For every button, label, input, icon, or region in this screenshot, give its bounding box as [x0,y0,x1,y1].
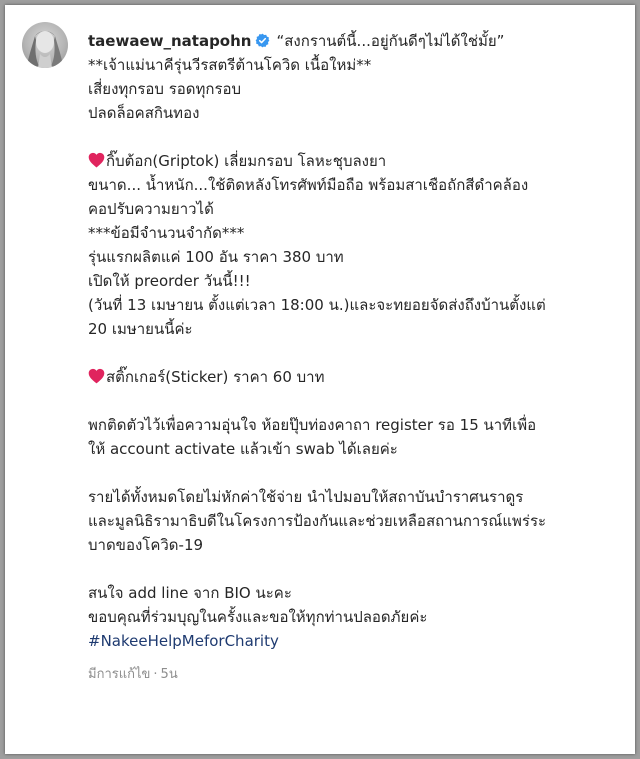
hashtag-link[interactable]: #NakeeHelpMeforCharity [88,632,279,650]
caption-line: ขอบคุณที่ร่วมบุญในครั้งและขอให้ทุกท่านปลอดภัยค่ะ [88,608,428,626]
sticker-item-text: สติ๊กเกอร์(Sticker) ราคา 60 บาท [106,368,325,386]
caption-blank-line [88,341,628,365]
caption-line-sticker [88,365,628,389]
post-caption [88,29,628,687]
caption-line: 20 เมษายนนี้ค่ะ [88,320,193,338]
caption-line: บาดของโควิด-19 [88,536,204,554]
caption-line-griptok [88,149,628,173]
caption-line: เสี่ยงทุกรอบ รอดทุกรอบ [88,80,242,98]
caption-line: คอปรับความยาวได้ [88,200,214,218]
post-timestamp[interactable]: 5น [160,667,178,682]
caption-blank-line [88,125,628,149]
caption-line: ขนาด... น้ำหนัก...ใช้ติดหลังโทรศัพท์มือถือ พร้อมสาเชือถักสีดำคล้อง [88,176,529,194]
caption-title-quote: “สงกรานต์นี้...อยู่กันดีๆไม่ได้ใช่มั้ย” [276,32,505,50]
avatar-photo [22,22,68,68]
caption-line: (วันที่ 13 เมษายน ตั้งแต่เวลา 18:00 น.)และจะทยอยจัดส่งถึงบ้านตั้งแต่ [88,296,546,314]
caption-blank-line [88,461,628,485]
meta-separator: · [153,667,158,682]
red-heart-icon [88,368,105,384]
caption-line: เปิดให้ preorder วันนี้!!! [88,272,251,290]
caption-line: รายได้ทั้งหมดโดยไม่หักค่าใช้จ่าย นำไปมอบให้สถาบันบำราศนราดูร [88,488,524,506]
caption-header-line [88,29,628,53]
red-heart-icon [88,152,105,168]
caption-line: รุ่นแรกผลิตแค่ 100 อัน ราคา 380 บาท [88,248,344,266]
caption-line: และมูลนิธิรามาธิบดีในโครงการป้องกันและช่วยเหลือสถานการณ์แพร่ระ [88,512,547,530]
verified-badge-icon [255,33,270,48]
edited-label: มีการแก้ไข [88,667,151,682]
caption-line: **เจ้าแม่นาคีรุ่นวีรสตรีต้านโควิด เนื้อใหม่** [88,56,372,74]
caption-line: ปลดล็อคสกินทอง [88,104,200,122]
post-meta [88,663,628,687]
griptok-item-text: กิ๊บต้อก(Griptok) เลี่ยมกรอบ โลหะชุบลงยา [106,152,387,170]
caption-line: สนใจ add line จาก BIO นะคะ [88,584,292,602]
instagram-post-caption-card [5,5,635,754]
avatar[interactable] [22,22,68,68]
username-link[interactable]: taewaew_natapohn [88,32,252,50]
caption-line: ให้ account activate แล้วเข้า swab ได้เลยค่ะ [88,440,398,458]
caption-line: ***ข้อมีจำนวนจำกัด*** [88,224,245,242]
caption-line: พกติดตัวไว้เพื่อความอุ่นใจ ห้อยปุ๊บท่องคาถา register รอ 15 นาทีเพื่อ [88,416,537,434]
caption-blank-line [88,557,628,581]
caption-blank-line [88,389,628,413]
